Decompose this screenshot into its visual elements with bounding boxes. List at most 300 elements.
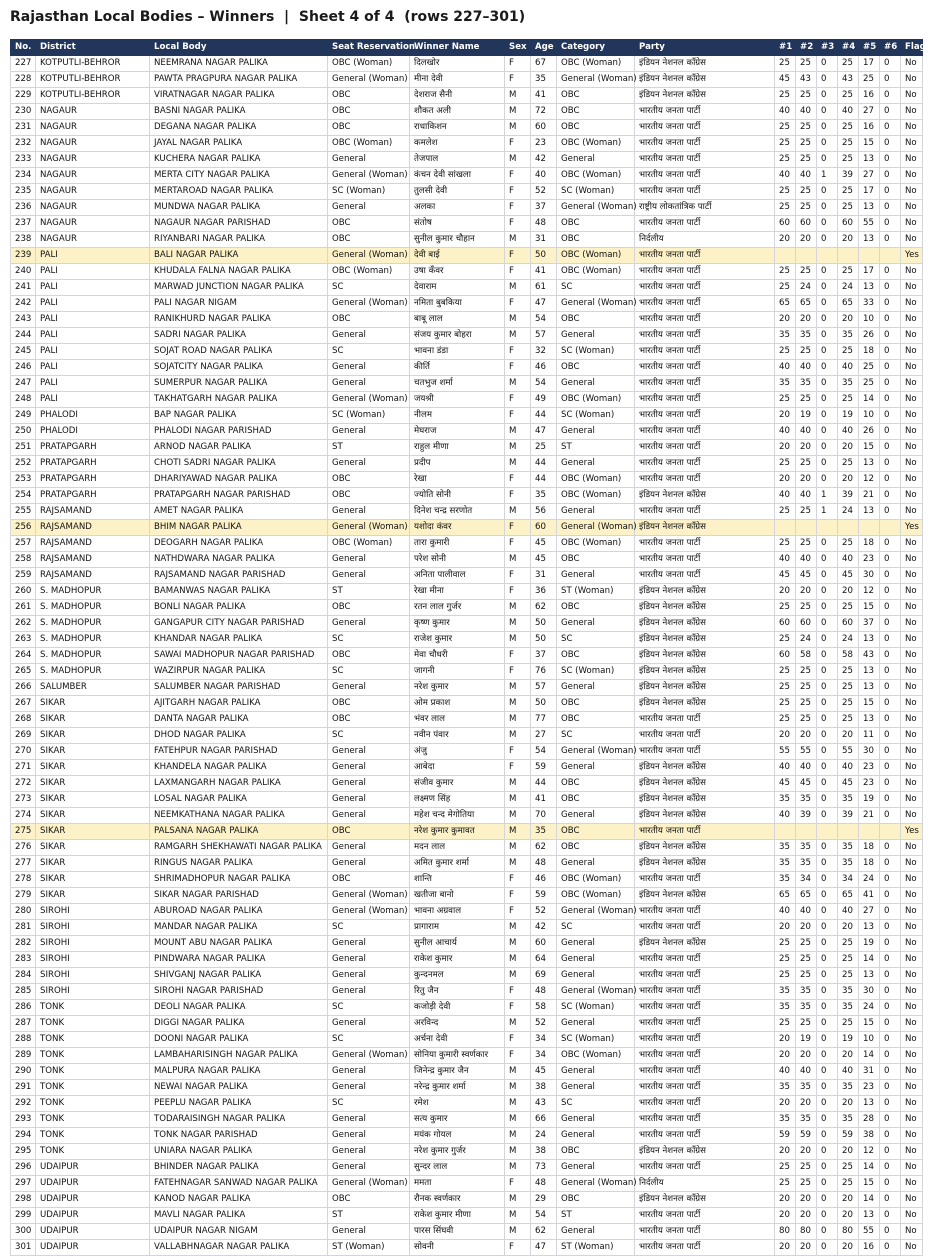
cell-n6: 0 xyxy=(880,1128,901,1144)
cell-n5: 18 xyxy=(859,344,880,360)
cell-party: भारतीय जनता पार्टी xyxy=(635,824,775,840)
cell-category: OBC xyxy=(557,696,635,712)
cell-n6: 0 xyxy=(880,440,901,456)
cell-no: 270 xyxy=(11,744,36,760)
cell-age: 37 xyxy=(531,648,557,664)
cell-seat-reservation: General xyxy=(328,984,410,1000)
cell-n2: 25 xyxy=(796,56,817,72)
cell-n5: 14 xyxy=(859,392,880,408)
cell-seat-reservation: General xyxy=(328,1064,410,1080)
cell-n5: 15 xyxy=(859,696,880,712)
cell-district: SIKAR xyxy=(36,872,150,888)
cell-n1: 35 xyxy=(775,376,796,392)
cell-seat-reservation: SC (Woman) xyxy=(328,184,410,200)
cell-party: भारतीय जनता पार्टी xyxy=(635,1240,775,1256)
cell-n1: 35 xyxy=(775,792,796,808)
table-row xyxy=(11,728,923,744)
cell-local-body: LAMBAHARISINGH NAGAR PALIKA xyxy=(150,1048,328,1064)
cell-age: 72 xyxy=(531,104,557,120)
cell-n3: 0 xyxy=(817,936,838,952)
cell-winner-name: रितु जैन xyxy=(410,984,505,1000)
cell-n5: 24 xyxy=(859,1000,880,1016)
cell-age: 35 xyxy=(531,488,557,504)
table-row xyxy=(11,264,923,280)
cell-n6: 0 xyxy=(880,120,901,136)
cell-seat-reservation: General xyxy=(328,1224,410,1240)
cell-n3 xyxy=(817,248,838,264)
cell-n2: 25 xyxy=(796,936,817,952)
cell-flag: No xyxy=(901,136,923,152)
cell-age: 48 xyxy=(531,216,557,232)
cell-local-body: PALI NAGAR NIGAM xyxy=(150,296,328,312)
cell-seat-reservation: OBC xyxy=(328,232,410,248)
cell-winner-name: संजय कुमार बोहरा xyxy=(410,328,505,344)
cell-local-body: DEOGARH NAGAR PALIKA xyxy=(150,536,328,552)
table-row xyxy=(11,424,923,440)
cell-flag: No xyxy=(901,856,923,872)
cell-n6: 0 xyxy=(880,424,901,440)
cell-flag: No xyxy=(901,552,923,568)
cell-district: PALI xyxy=(36,344,150,360)
cell-seat-reservation: General xyxy=(328,792,410,808)
cell-winner-name: दिलखोर xyxy=(410,56,505,72)
cell-n4: 25 xyxy=(838,680,859,696)
cell-n2: 19 xyxy=(796,408,817,424)
cell-category: General (Woman) xyxy=(557,296,635,312)
table-row xyxy=(11,1064,923,1080)
cell-sex: F xyxy=(505,168,531,184)
cell-n1: 40 xyxy=(775,808,796,824)
cell-seat-reservation: SC xyxy=(328,344,410,360)
cell-n6: 0 xyxy=(880,568,901,584)
cell-age: 57 xyxy=(531,328,557,344)
cell-n3: 0 xyxy=(817,968,838,984)
cell-age: 66 xyxy=(531,1112,557,1128)
cell-n6: 0 xyxy=(880,648,901,664)
cell-n4: 25 xyxy=(838,536,859,552)
cell-n6: 0 xyxy=(880,1160,901,1176)
cell-n2: 25 xyxy=(796,712,817,728)
table-row xyxy=(11,568,923,584)
cell-district: KOTPUTLI-BEHROR xyxy=(36,72,150,88)
cell-winner-name: जागनी xyxy=(410,664,505,680)
cell-category: SC xyxy=(557,632,635,648)
cell-n3: 0 xyxy=(817,1112,838,1128)
cell-winner-name: यशोदा कंवर xyxy=(410,520,505,536)
cell-n5: 19 xyxy=(859,792,880,808)
cell-n2: 65 xyxy=(796,296,817,312)
cell-district: RAJSAMAND xyxy=(36,568,150,584)
cell-n2: 25 xyxy=(796,392,817,408)
cell-age: 46 xyxy=(531,872,557,888)
cell-n6: 0 xyxy=(880,712,901,728)
cell-age: 38 xyxy=(531,1144,557,1160)
cell-no: 298 xyxy=(11,1192,36,1208)
cell-n3: 0 xyxy=(817,56,838,72)
cell-party: इंडियन नेशनल कॉंग्रेस xyxy=(635,616,775,632)
cell-n2: 25 xyxy=(796,456,817,472)
cell-n5: 21 xyxy=(859,488,880,504)
cell-party: भारतीय जनता पार्टी xyxy=(635,280,775,296)
cell-no: 301 xyxy=(11,1240,36,1256)
table-row xyxy=(11,648,923,664)
cell-n4: 59 xyxy=(838,1128,859,1144)
cell-n5: 15 xyxy=(859,1016,880,1032)
cell-n1: 25 xyxy=(775,280,796,296)
cell-age: 32 xyxy=(531,344,557,360)
cell-no: 248 xyxy=(11,392,36,408)
cell-district: UDAIPUR xyxy=(36,1208,150,1224)
cell-no: 263 xyxy=(11,632,36,648)
cell-district: SIROHI xyxy=(36,904,150,920)
cell-n4: 25 xyxy=(838,1016,859,1032)
cell-seat-reservation: General xyxy=(328,200,410,216)
cell-category: OBC xyxy=(557,104,635,120)
cell-age: 42 xyxy=(531,152,557,168)
cell-age: 60 xyxy=(531,120,557,136)
cell-district: PALI xyxy=(36,264,150,280)
cell-flag: No xyxy=(901,1144,923,1160)
cell-sex: F xyxy=(505,1048,531,1064)
cell-n4: 19 xyxy=(838,1032,859,1048)
cell-n4: 20 xyxy=(838,440,859,456)
cell-party: इंडियन नेशनल कॉंग्रेस xyxy=(635,856,775,872)
cell-n3: 0 xyxy=(817,984,838,1000)
cell-party: भारतीय जनता पार्टी xyxy=(635,1112,775,1128)
cell-n6: 0 xyxy=(880,1176,901,1192)
cell-n4: 25 xyxy=(838,344,859,360)
cell-n6: 0 xyxy=(880,1048,901,1064)
cell-n1: 25 xyxy=(775,696,796,712)
cell-n1: 25 xyxy=(775,632,796,648)
cell-n6: 0 xyxy=(880,504,901,520)
cell-flag: No xyxy=(901,920,923,936)
cell-n2: 60 xyxy=(796,616,817,632)
cell-n6: 0 xyxy=(880,376,901,392)
cell-party: भारतीय जनता पार्टी xyxy=(635,1224,775,1240)
cell-party: राष्ट्रीय लोकतांत्रिक पार्टी xyxy=(635,200,775,216)
cell-n1: 20 xyxy=(775,440,796,456)
column-header-age: Age xyxy=(531,40,557,56)
cell-category: OBC xyxy=(557,1192,635,1208)
cell-local-body: SHIVGANJ NAGAR PALIKA xyxy=(150,968,328,984)
cell-winner-name: देवाराम xyxy=(410,280,505,296)
cell-n6: 0 xyxy=(880,200,901,216)
cell-seat-reservation: General xyxy=(328,856,410,872)
cell-n1: 25 xyxy=(775,56,796,72)
cell-district: TONK xyxy=(36,1048,150,1064)
cell-flag: No xyxy=(901,936,923,952)
cell-local-body: RAJSAMAND NAGAR PARISHAD xyxy=(150,568,328,584)
cell-flag: No xyxy=(901,376,923,392)
cell-flag: No xyxy=(901,504,923,520)
cell-district: PRATAPGARH xyxy=(36,488,150,504)
cell-party: भारतीय जनता पार्टी xyxy=(635,1096,775,1112)
cell-category: General xyxy=(557,568,635,584)
cell-n1: 40 xyxy=(775,424,796,440)
cell-winner-name: प्रदीप xyxy=(410,456,505,472)
cell-n6: 0 xyxy=(880,1144,901,1160)
cell-winner-name: भावना डंडा xyxy=(410,344,505,360)
cell-local-body: NEWAI NAGAR PALIKA xyxy=(150,1080,328,1096)
table-row xyxy=(11,72,923,88)
cell-sex: M xyxy=(505,232,531,248)
cell-category: General (Woman) xyxy=(557,200,635,216)
cell-n4: 35 xyxy=(838,1112,859,1128)
cell-n5: 25 xyxy=(859,360,880,376)
cell-sex: F xyxy=(505,1000,531,1016)
table-row xyxy=(11,1192,923,1208)
cell-local-body: FATEHPUR NAGAR PARISHAD xyxy=(150,744,328,760)
cell-n5: 38 xyxy=(859,1128,880,1144)
cell-local-body: WAZIRPUR NAGAR PALIKA xyxy=(150,664,328,680)
cell-n5: 23 xyxy=(859,760,880,776)
cell-n4 xyxy=(838,248,859,264)
cell-age: 48 xyxy=(531,856,557,872)
cell-age: 46 xyxy=(531,360,557,376)
cell-n1: 35 xyxy=(775,872,796,888)
table-row xyxy=(11,1080,923,1096)
cell-party: इंडियन नेशनल कॉंग्रेस xyxy=(635,1144,775,1160)
cell-district: SIKAR xyxy=(36,760,150,776)
cell-n2: 25 xyxy=(796,536,817,552)
cell-flag: No xyxy=(901,696,923,712)
cell-no: 291 xyxy=(11,1080,36,1096)
cell-n2: 25 xyxy=(796,1016,817,1032)
cell-n3: 0 xyxy=(817,408,838,424)
cell-n1: 20 xyxy=(775,1096,796,1112)
cell-winner-name: नरेश कुमार कुमावत xyxy=(410,824,505,840)
cell-no: 297 xyxy=(11,1176,36,1192)
cell-n3: 0 xyxy=(817,104,838,120)
cell-category: General (Woman) xyxy=(557,1176,635,1192)
cell-n4: 39 xyxy=(838,168,859,184)
cell-flag: No xyxy=(901,792,923,808)
cell-n6: 0 xyxy=(880,904,901,920)
cell-age: 34 xyxy=(531,1032,557,1048)
cell-no: 227 xyxy=(11,56,36,72)
cell-local-body: KHANDAR NAGAR PALIKA xyxy=(150,632,328,648)
cell-n1: 25 xyxy=(775,88,796,104)
cell-sex: M xyxy=(505,696,531,712)
cell-party: भारतीय जनता पार्टी xyxy=(635,1016,775,1032)
column-header-n2: #2 xyxy=(796,40,817,56)
cell-n6: 0 xyxy=(880,952,901,968)
cell-party: इंडियन नेशनल कॉंग्रेस xyxy=(635,600,775,616)
cell-no: 278 xyxy=(11,872,36,888)
cell-n5: 18 xyxy=(859,840,880,856)
cell-age: 45 xyxy=(531,1064,557,1080)
cell-n3: 0 xyxy=(817,616,838,632)
cell-local-body: RAMGARH SHEKHAWATI NAGAR PALIKA xyxy=(150,840,328,856)
cell-party: इंडियन नेशनल कॉंग्रेस xyxy=(635,520,775,536)
cell-category: General xyxy=(557,504,635,520)
cell-n5: 17 xyxy=(859,264,880,280)
cell-no: 290 xyxy=(11,1064,36,1080)
cell-n1: 20 xyxy=(775,1208,796,1224)
table-row xyxy=(11,1176,923,1192)
cell-no: 300 xyxy=(11,1224,36,1240)
cell-no: 267 xyxy=(11,696,36,712)
cell-n5: 30 xyxy=(859,984,880,1000)
cell-no: 264 xyxy=(11,648,36,664)
cell-no: 230 xyxy=(11,104,36,120)
cell-sex: M xyxy=(505,376,531,392)
cell-winner-name: शान्ति xyxy=(410,872,505,888)
cell-seat-reservation: General xyxy=(328,552,410,568)
table-row xyxy=(11,200,923,216)
cell-age: 45 xyxy=(531,536,557,552)
cell-n2: 20 xyxy=(796,232,817,248)
cell-age: 44 xyxy=(531,776,557,792)
table-row xyxy=(11,1032,923,1048)
cell-local-body: BONLI NAGAR PALIKA xyxy=(150,600,328,616)
cell-party: भारतीय जनता पार्टी xyxy=(635,152,775,168)
cell-n1: 55 xyxy=(775,744,796,760)
cell-n5: 37 xyxy=(859,616,880,632)
cell-winner-name: अंजु xyxy=(410,744,505,760)
cell-category: General xyxy=(557,968,635,984)
cell-n5: 16 xyxy=(859,1240,880,1256)
cell-n4: 25 xyxy=(838,88,859,104)
cell-winner-name: राधाकिशन xyxy=(410,120,505,136)
cell-sex: F xyxy=(505,744,531,760)
cell-n5 xyxy=(859,824,880,840)
cell-n5: 17 xyxy=(859,56,880,72)
cell-n6: 0 xyxy=(880,680,901,696)
table-row xyxy=(11,824,923,840)
cell-category: General (Woman) xyxy=(557,520,635,536)
cell-n5: 26 xyxy=(859,328,880,344)
cell-winner-name: ममता xyxy=(410,1176,505,1192)
cell-sex: F xyxy=(505,584,531,600)
cell-no: 268 xyxy=(11,712,36,728)
cell-district: NAGAUR xyxy=(36,216,150,232)
cell-flag: No xyxy=(901,296,923,312)
cell-flag: No xyxy=(901,488,923,504)
table-row xyxy=(11,968,923,984)
cell-age: 52 xyxy=(531,1016,557,1032)
cell-n6: 0 xyxy=(880,72,901,88)
table-row xyxy=(11,184,923,200)
cell-n6: 0 xyxy=(880,872,901,888)
cell-n1: 80 xyxy=(775,1224,796,1240)
cell-sex: M xyxy=(505,712,531,728)
cell-n4: 35 xyxy=(838,1080,859,1096)
cell-flag: No xyxy=(901,968,923,984)
cell-winner-name: ओम प्रकाश xyxy=(410,696,505,712)
cell-n2: 25 xyxy=(796,152,817,168)
cell-n5: 23 xyxy=(859,776,880,792)
cell-local-body: PRATAPGARH NAGAR PARISHAD xyxy=(150,488,328,504)
cell-seat-reservation: SC xyxy=(328,1096,410,1112)
cell-party: भारतीय जनता पार्टी xyxy=(635,456,775,472)
cell-party: भारतीय जनता पार्टी xyxy=(635,184,775,200)
cell-age: 44 xyxy=(531,408,557,424)
cell-party: इंडियन नेशनल कॉंग्रेस xyxy=(635,760,775,776)
cell-n1: 40 xyxy=(775,360,796,376)
cell-age: 59 xyxy=(531,760,557,776)
table-row xyxy=(11,1096,923,1112)
cell-n6: 0 xyxy=(880,1096,901,1112)
cell-n4: 34 xyxy=(838,872,859,888)
cell-n5: 13 xyxy=(859,504,880,520)
cell-category: SC xyxy=(557,920,635,936)
cell-n3: 0 xyxy=(817,456,838,472)
cell-sex: M xyxy=(505,728,531,744)
cell-local-body: RINGUS NAGAR PALIKA xyxy=(150,856,328,872)
cell-n6: 0 xyxy=(880,936,901,952)
cell-sex: M xyxy=(505,104,531,120)
cell-n3: 0 xyxy=(817,264,838,280)
cell-age: 62 xyxy=(531,840,557,856)
cell-age: 77 xyxy=(531,712,557,728)
cell-local-body: KHANDELA NAGAR PALIKA xyxy=(150,760,328,776)
cell-winner-name: अनिता पालीवाल xyxy=(410,568,505,584)
cell-seat-reservation: General xyxy=(328,680,410,696)
cell-n4: 20 xyxy=(838,1096,859,1112)
cell-seat-reservation: General xyxy=(328,504,410,520)
cell-n6: 0 xyxy=(880,328,901,344)
cell-seat-reservation: OBC xyxy=(328,216,410,232)
cell-age: 41 xyxy=(531,264,557,280)
cell-district: SIROHI xyxy=(36,952,150,968)
cell-n1: 35 xyxy=(775,328,796,344)
cell-category: OBC (Woman) xyxy=(557,56,635,72)
cell-no: 258 xyxy=(11,552,36,568)
cell-flag: No xyxy=(901,728,923,744)
cell-n4: 58 xyxy=(838,648,859,664)
cell-n1: 60 xyxy=(775,648,796,664)
cell-n3: 0 xyxy=(817,1128,838,1144)
cell-n3: 0 xyxy=(817,552,838,568)
column-header-no: No. xyxy=(11,40,36,56)
table-row xyxy=(11,760,923,776)
cell-n2: 20 xyxy=(796,1048,817,1064)
cell-winner-name: सुनील कुमार चौहान xyxy=(410,232,505,248)
cell-seat-reservation: General (Woman) xyxy=(328,904,410,920)
cell-district: TONK xyxy=(36,1080,150,1096)
cell-n3: 0 xyxy=(817,712,838,728)
cell-n1: 45 xyxy=(775,568,796,584)
table-row xyxy=(11,680,923,696)
cell-age: 54 xyxy=(531,376,557,392)
cell-n5: 14 xyxy=(859,952,880,968)
cell-sex: M xyxy=(505,280,531,296)
cell-category: SC (Woman) xyxy=(557,344,635,360)
cell-seat-reservation: General xyxy=(328,1160,410,1176)
cell-n6 xyxy=(880,520,901,536)
cell-no: 235 xyxy=(11,184,36,200)
cell-n4: 25 xyxy=(838,136,859,152)
cell-local-body: MALPURA NAGAR PALIKA xyxy=(150,1064,328,1080)
cell-n1: 25 xyxy=(775,600,796,616)
cell-n2: 20 xyxy=(796,584,817,600)
table-body xyxy=(11,56,923,1256)
cell-no: 252 xyxy=(11,456,36,472)
cell-n2 xyxy=(796,520,817,536)
cell-n4: 60 xyxy=(838,616,859,632)
cell-n1: 20 xyxy=(775,920,796,936)
cell-flag: No xyxy=(901,760,923,776)
cell-no: 281 xyxy=(11,920,36,936)
cell-age: 40 xyxy=(531,168,557,184)
cell-age: 67 xyxy=(531,56,557,72)
cell-n3: 0 xyxy=(817,152,838,168)
cell-no: 276 xyxy=(11,840,36,856)
cell-winner-name: पारस सिंघवी xyxy=(410,1224,505,1240)
cell-age: 45 xyxy=(531,552,557,568)
